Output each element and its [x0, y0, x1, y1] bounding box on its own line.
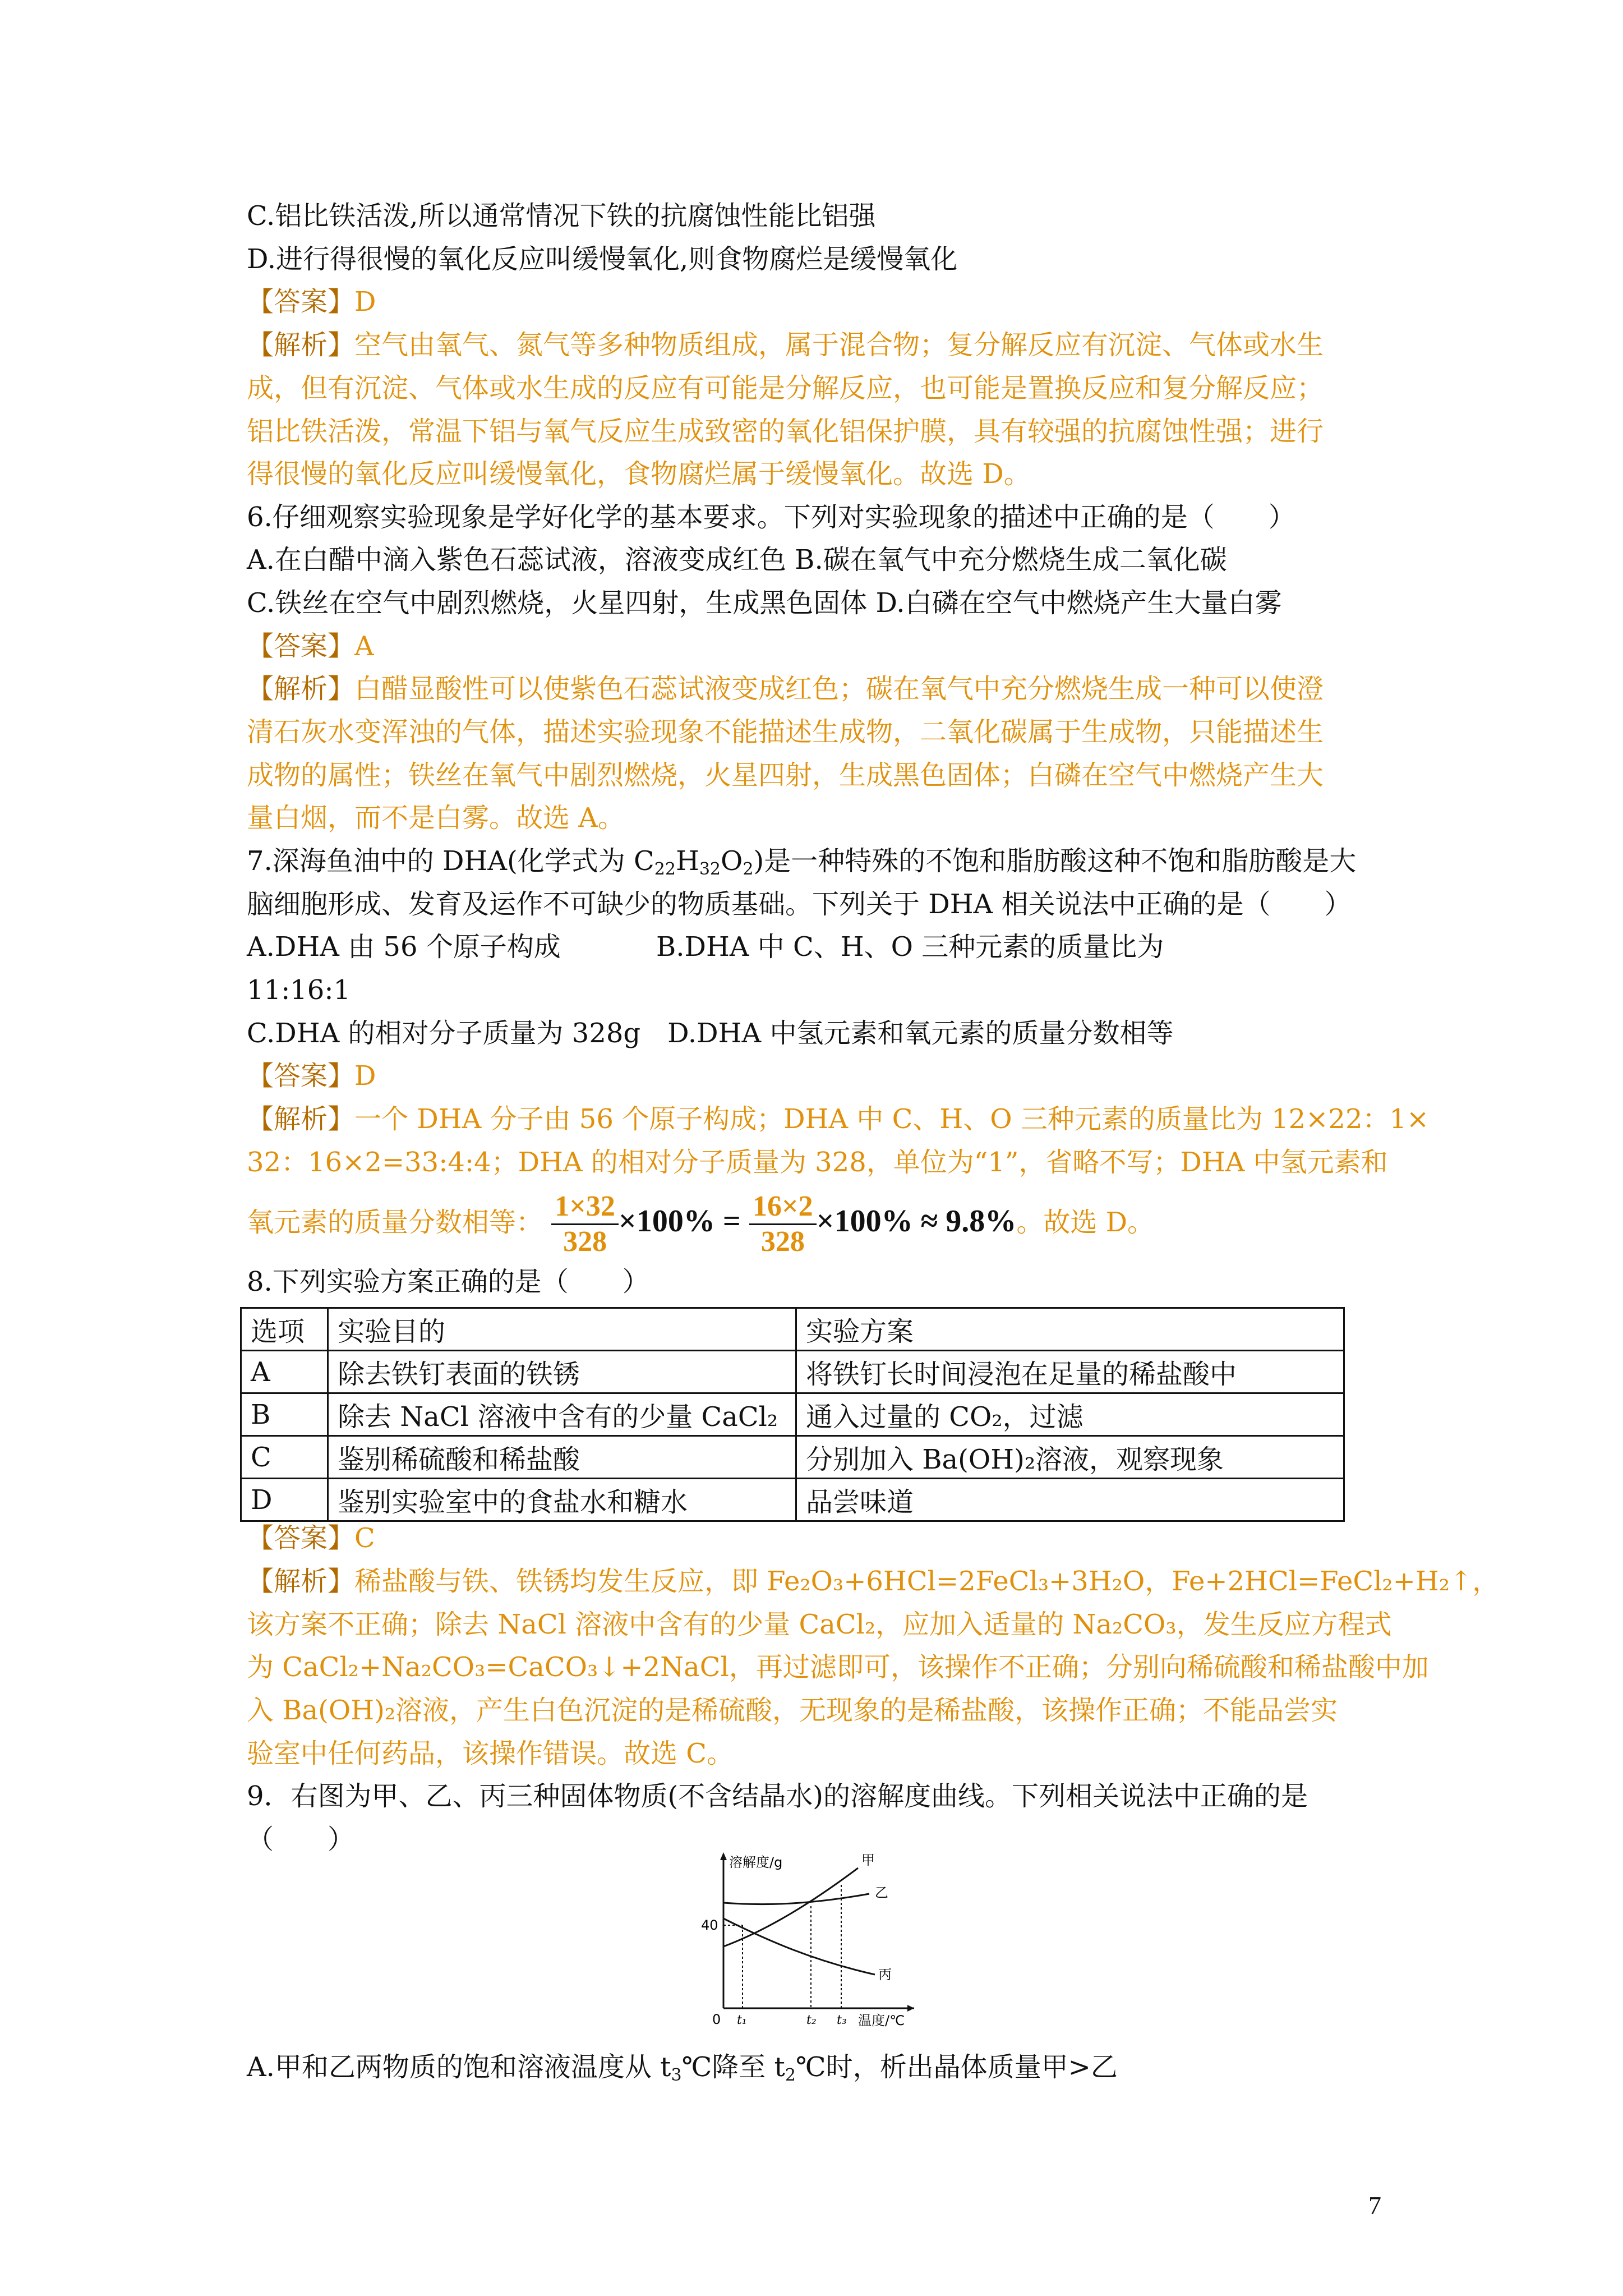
explain-tag: 【解析】: [247, 329, 355, 361]
answer-value: C: [354, 1522, 375, 1554]
table-cell: 除去铁钉表面的铁锈: [328, 1351, 796, 1393]
q5-option-c: C.铝比铁活泼,所以通常情况下铁的抗腐蚀性能比铝强: [247, 200, 876, 232]
q9-option-a-pre: A.甲和乙两物质的饱和溶液温度从 t: [247, 2051, 671, 2083]
x-tick-label: t₁: [737, 2013, 747, 2027]
q6-answer: [247, 629, 374, 663]
table-row: [241, 1479, 1344, 1521]
q5-option-d: D.进行得很慢的氧化反应叫缓慢氧化,则食物腐烂是缓慢氧化: [247, 243, 958, 275]
series-label: 乙: [875, 1885, 888, 1901]
q7-stem-2: 脑细胞形成、发育及运作不可缺少的物质基础。下列关于 DHA 相关说法中正确的是（ ）: [247, 889, 1352, 920]
q6-options-cd: C.铁丝在空气中剧烈燃烧，火星四射，生成黑色固体 D.白磷在空气中燃烧产生大量白雾: [247, 587, 1282, 619]
q8-stem: 8.下列实验方案正确的是（ ）: [247, 1266, 649, 1297]
explanation-text: 。故选 D。: [1016, 1207, 1155, 1238]
series-line-yi: [723, 1894, 869, 1904]
x-tick-label: t₃: [837, 2013, 847, 2027]
answer-value: D: [354, 1060, 376, 1092]
q6-stem: 6.仔细观察实验现象是学好化学的基本要求。下列对实验现象的描述中正确的是（ ）: [247, 501, 1295, 533]
q9-stem-bracket: （ ）: [247, 1824, 355, 1855]
table-cell: 通入过量的 CO₂，过滤: [796, 1393, 1344, 1436]
q7-stem-1: 7.深海鱼油中的 DHA(化学式为 $C_{22}H_{32}O_2$)是一种特殊的不饱和脂肪酸这种不饱和脂肪酸是大: [247, 845, 1357, 879]
series-line-bing: [723, 1918, 875, 1975]
x-axis-label: 温度/℃: [858, 2013, 905, 2028]
table-row: [241, 1351, 1344, 1393]
x-axis-arrow: [907, 2005, 914, 2012]
table-cell: D: [241, 1479, 328, 1521]
explanation-text: 白醋显酸性可以使紫色石蕊试液变成红色；碳在氧气中充分燃烧生成一种可以使澄: [354, 673, 1324, 705]
table-header-row: [241, 1308, 1344, 1351]
q8-explanation-3: 为 CaCl₂+Na₂CO₃=CaCO₃↓+2NaCl，再过滤即可，该操作不正确；分别向稀硫酸和稀盐酸中加: [247, 1651, 1429, 1683]
table-header: 选项: [241, 1308, 328, 1351]
series-label: 甲: [861, 1852, 875, 1868]
subscript: 32: [699, 859, 721, 879]
y-axis-label: 溶解度/g: [729, 1855, 783, 1870]
series-line-jia: [723, 1868, 858, 1947]
q6-explanation-2: 清石灰水变浑浊的气体，描述实验现象不能描述生成物，二氧化碳属于生成物，只能描述生: [247, 716, 1324, 748]
table-cell: 分别加入 Ba(OH)₂溶液，观察现象: [796, 1436, 1344, 1479]
table-cell: A: [241, 1351, 328, 1393]
fraction-1: [551, 1190, 619, 1259]
q6-explanation-4: 量白烟，而不是白雾。故选 A。: [247, 802, 625, 834]
q7-answer: [247, 1059, 376, 1093]
q9-option-a: [247, 2050, 1118, 2084]
denominator: 328: [760, 1226, 805, 1258]
table-cell: 除去 NaCl 溶液中含有的少量 CaCl₂: [328, 1393, 796, 1436]
answer-tag: 【答案】: [247, 286, 355, 318]
explanation-text: 一个 DHA 分子由 56 个原子构成；DHA 中 C、H、O 三种元素的质量比为 12×22：1×: [354, 1103, 1430, 1135]
q8-answer: [247, 1521, 375, 1555]
numerator: 1×32: [551, 1190, 619, 1225]
q7-option-b: B.DHA 中 C、H、O 三种元素的质量比为: [656, 931, 1164, 963]
explanation-text: 氧元素的质量分数相等：: [247, 1207, 543, 1238]
denominator: 328: [563, 1226, 607, 1258]
q8-explanation-4: 入 Ba(OH)₂溶液，产生白色沉淀的是稀硫酸，无现象的是稀盐酸，该操作正确；不能品尝实: [247, 1695, 1338, 1726]
q5-explanation-4: 得很慢的氧化反应叫缓慢氧化，食物腐烂属于缓慢氧化。故选 D。: [247, 458, 1031, 490]
table-cell: 鉴别实验室中的食盐水和糖水: [328, 1479, 796, 1521]
math-text: ×100% =: [618, 1204, 741, 1239]
solubility-curve-chart: [690, 1846, 920, 2031]
table-cell: 将铁钉长时间浸泡在足量的稀盐酸中: [796, 1351, 1344, 1393]
q8-options-table: [240, 1307, 1345, 1522]
subscript: 3: [671, 2065, 682, 2085]
q7-option-a: A.DHA 由 56 个原子构成: [247, 931, 561, 963]
explain-tag: 【解析】: [247, 673, 355, 705]
q6-options-ab: A.在白醋中滴入紫色石蕊试液，溶液变成红色 B.碳在氧气中充分燃烧生成二氧化碳: [247, 544, 1227, 576]
x-tick-label: t₂: [806, 2013, 817, 2027]
q5-explanation-3: 铝比铁活泼，常温下铝与氧气反应生成致密的氧化铝保护膜，具有较强的抗腐蚀性强；进行: [247, 416, 1324, 447]
q7-explanation-1: [247, 1102, 1429, 1136]
math-text: ×100% ≈ 9.8%: [816, 1204, 1017, 1239]
q9-option-a-post: ℃时，析出晶体质量甲>乙: [795, 2051, 1118, 2083]
subscript: 2: [743, 859, 754, 879]
q8-explanation-1: [247, 1565, 1499, 1598]
q5-explanation-1: [247, 328, 1324, 362]
answer-tag: 【答案】: [247, 1060, 355, 1092]
q7-explanation-3: [247, 1185, 1154, 1259]
answer-tag: 【答案】: [247, 631, 355, 662]
q5-answer: [247, 285, 376, 319]
q5-explanation-2: 成，但有沉淀、气体或水生成的反应有可能是分解反应，也可能是置换反应和复分解反应；: [247, 372, 1324, 404]
answer-value: D: [354, 286, 376, 318]
q7-stem-pre: 7.深海鱼油中的 DHA(化学式为 C: [247, 845, 654, 877]
q6-explanation-1: [247, 672, 1324, 706]
subscript: 2: [785, 2065, 796, 2085]
q7-option-b-ratio: 11:16:1: [247, 974, 351, 1006]
subscript: 22: [654, 859, 676, 879]
table-cell: 鉴别稀硫酸和稀盐酸: [328, 1436, 796, 1479]
page-number: 7: [1368, 2191, 1381, 2220]
answer-value: A: [354, 631, 374, 662]
q7-explanation-2: 32：16×2=33:4:4；DHA 的相对分子质量为 328，单位为“1”，省略不写；DHA 中氢元素和: [247, 1147, 1388, 1178]
q8-explanation-2: 该方案不正确；除去 NaCl 溶液中含有的少量 CaCl₂，应加入适量的 Na₂CO₃，发生反应方程式: [247, 1609, 1392, 1640]
table-row: [241, 1436, 1344, 1479]
y-axis-arrow: [720, 1852, 727, 1860]
q9-option-a-mid: ℃降至 t: [681, 2051, 785, 2083]
explanation-text: 稀盐酸与铁、铁锈均发生反应，即 Fe₂O₃+6HCl=2FeCl₃+3H₂O，Fe+2HCl=FeCl₂+H₂↑，: [354, 1566, 1500, 1597]
origin-label: 0: [712, 2012, 721, 2027]
y-tick-label: 40: [701, 1917, 718, 1933]
explain-tag: 【解析】: [247, 1103, 355, 1135]
q6-explanation-3: 成物的属性；铁丝在氧气中剧烈燃烧，火星四射，生成黑色固体；白磷在空气中燃烧产生大: [247, 760, 1324, 791]
table-header: 实验方案: [796, 1308, 1344, 1351]
table-cell: C: [241, 1436, 328, 1479]
q7-options-cd: C.DHA 的相对分子质量为 328g D.DHA 中氢元素和氧元素的质量分数相等: [247, 1018, 1174, 1049]
q8-explanation-5: 验室中任何药品，该操作错误。故选 C。: [247, 1738, 734, 1769]
table-row: [241, 1393, 1344, 1436]
answer-tag: 【答案】: [247, 1522, 355, 1554]
numerator: 16×2: [749, 1190, 817, 1225]
series-label: 丙: [878, 1967, 892, 1982]
explain-tag: 【解析】: [247, 1566, 355, 1597]
table-header: 实验目的: [328, 1308, 796, 1351]
table-cell: B: [241, 1393, 328, 1436]
explanation-text: 空气由氧气、氮气等多种物质组成，属于混合物；复分解反应有沉淀、气体或水生: [354, 329, 1324, 361]
q7-stem-post: )是一种特殊的不饱和脂肪酸这种不饱和脂肪酸是大: [753, 845, 1357, 877]
q9-stem: 9．右图为甲、乙、丙三种固体物质(不含结晶水)的溶解度曲线。下列相关说法中正确的是: [247, 1780, 1308, 1812]
table-cell: 品尝味道: [796, 1479, 1344, 1521]
fraction-2: [749, 1190, 817, 1259]
